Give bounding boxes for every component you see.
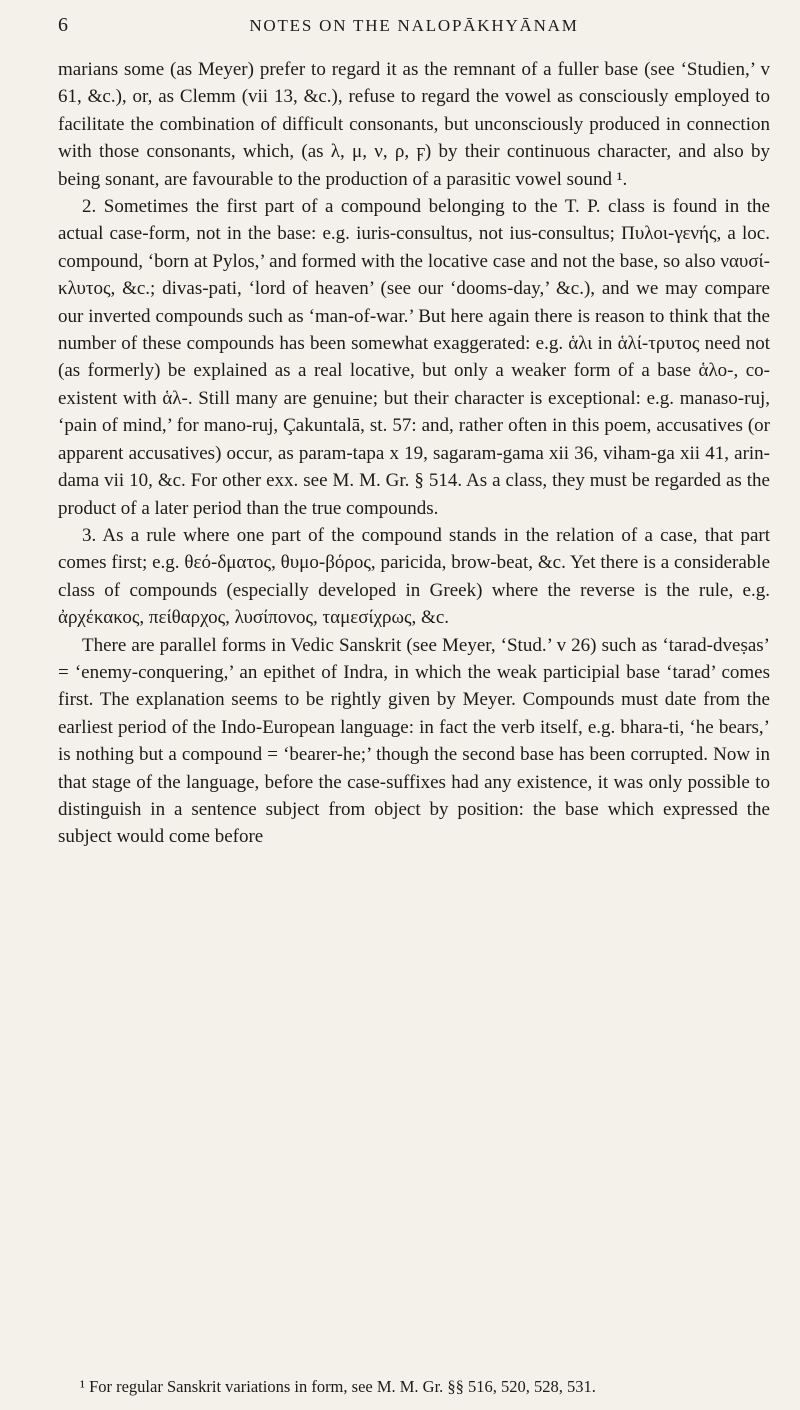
page-number: 6	[58, 14, 69, 36]
footnote: ¹ For regular Sanskrit variations in form, see M. M. Gr. §§ 516, 520, 528, 531.	[80, 1377, 596, 1396]
page-header	[58, 14, 770, 42]
body-text	[58, 56, 770, 851]
paragraph-vedic-forms: There are parallel forms in Vedic Sanskrit (see Meyer, ‘Stud.’ v 26) such as ‘tarad-dveṣas’ = ‘enemy-conquering,’ an epithet of Indra, in which the weak participial base ‘tarad’ comes first. The explanation seems to be rightly given by Meyer. Compounds must date from the earliest period of the Indo-European language: in fact the verb itself, e.g. bhara-ti, ‘he bears,’ is nothing but a compound = ‘bearer-he;’ though the second base has been corrupted. Now in that stage of the language, before the case-suffixes had any existence, it was only possible to distinguish in a sentence subject from object by position: the base which expressed the subject would come before	[58, 634, 770, 848]
paragraph-section-3: 3. As a rule where one part of the compound stands in the relation of a case, that part comes first; e.g. θεό-δματος, θυμο-βόρος, paricida, brow-beat, &c. Yet there is a considerable class of compounds (especially developed in Greek) where the reverse is the rule, e.g. ἀρχέκακος, πείθαρχος, λυσίπονος, ταμεσίχρως, &c.	[58, 524, 770, 629]
running-title: NOTES ON THE NALOPĀKHYĀNAM	[249, 16, 579, 35]
paragraph-section-2: 2. Sometimes the first part of a compound belonging to the T. P. class is found in the actual case-form, not in the base: e.g. iuris-consultus, not ius-consultus; Πυλοι-γενής, a loc. compound, ‘born at Pylos,’ and formed with the locative case and not the base, so also ναυσί-κλυτος, &c.; divas-pati, ‘lord of heaven’ (see our ‘dooms-day,’ &c.), and we may compare our inverted compounds such as ‘man-of-war.’ But here again there is reason to think that the number of these compounds has been somewhat exaggerated: e.g. ἁλι in ἁλί-τρυτος need not (as formerly) be explained as a real locative, but only a weaker form of a base ἁλο-, co-existent with ἁλ-. Still many are genuine; but their character is exceptional: e.g. manaso-ruj, ‘pain of mind,’ for mano-ruj, Çakuntalā, st. 57: and, rather often in this poem, accusatives (or apparent accusatives) occur, as param-tapa x 19, sagaram-gama xii 36, viham-ga xii 41, arin-dama vii 10, &c. For other exx. see M. M. Gr. § 514. As a class, they must be regarded as the product of a later period than the true compounds.	[58, 196, 770, 519]
paragraph-continuation: marians some (as Meyer) prefer to regard it as the remnant of a fuller base (see ‘Studien,’ v 61, &c.), or, as Clemm (vii 13, &c.), refuse to regard the vowel as consciously employed to facilitate the combination of difficult consonants, but unconsciously produced in connection with those consonants, which, (as λ, μ, ν, ρ, ϝ) by their continuous character, and also by being sonant, are favourable to the production of a parasitic vowel sound ¹.	[58, 59, 770, 190]
